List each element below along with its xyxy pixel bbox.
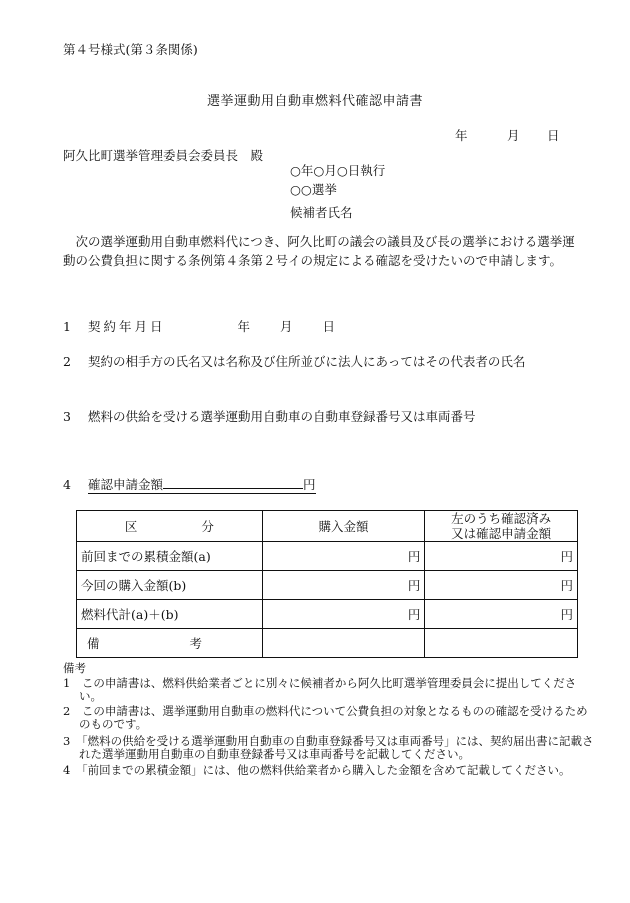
note-item: 4 「前回までの累積金額」には、他の燃料供給業者から購入した金額を含めて記載してください。 — [63, 763, 571, 777]
table-header-row — [77, 511, 578, 542]
date-day: 日 — [547, 128, 560, 143]
row-label: 前回までの累積金額(a) — [77, 542, 263, 571]
note-item: 3 「燃料の供給を受ける選挙運動用自動車の自動車登録番号又は車両番号」には、契約届出書に記載された選挙運動用自動車の自動車登録番号又は車両番号を記載してください。 — [63, 734, 594, 761]
header-category-b: 分 — [201, 519, 214, 534]
remarks-label-b: 考 — [189, 636, 203, 651]
election-name: ○○選挙 — [290, 182, 337, 197]
remarks-cell[interactable] — [425, 629, 578, 658]
header-confirmed-amount — [425, 511, 578, 542]
item-year: 年 — [237, 319, 251, 334]
item-day: 日 — [322, 319, 336, 334]
confirmed-amount-cell[interactable]: 円 — [425, 600, 578, 629]
header-confirmed-line2: 又は確認申請金額 — [451, 526, 552, 541]
table-row — [77, 600, 578, 629]
header-category — [77, 511, 263, 542]
note-item: 2 この申請書は、選挙運動用自動車の燃料代について公費負担の対象となるものの確認を受けるためのものです。 — [63, 704, 588, 731]
item-month: 月 — [280, 319, 293, 334]
item-label: 契約年月日 — [88, 319, 166, 334]
addressee: 阿久比町選挙管理委員会委員長 殿 — [63, 148, 264, 163]
document-title: 選挙運動用自動車燃料代確認申請書 — [206, 94, 423, 109]
item-label: 燃料の供給を受ける選挙運動用自動車の自動車登録番号又は車両番号 — [88, 409, 476, 424]
purchase-amount-cell[interactable]: 円 — [262, 542, 425, 571]
header-confirmed-line1: 左のうち確認済み — [451, 511, 552, 526]
row-label: 燃料代計(a)＋(b) — [77, 600, 263, 629]
row-label: 今回の購入金額(b) — [77, 571, 263, 600]
date-month: 月 — [507, 128, 520, 143]
notes-title: 備考 — [63, 661, 86, 675]
date-year: 年 — [455, 128, 468, 143]
item-label: 確認申請金額 — [88, 477, 164, 492]
item-vehicle-number — [63, 407, 476, 425]
amount-field[interactable] — [163, 488, 303, 489]
amount-table — [76, 510, 578, 658]
purchase-amount-cell[interactable]: 円 — [262, 571, 425, 600]
header-category-a: 区 — [124, 519, 138, 534]
item-contractor — [63, 352, 525, 370]
table-row-remarks — [77, 629, 578, 658]
remarks-label — [77, 629, 263, 658]
item-unit: 円 — [303, 477, 316, 492]
remarks-label-a: 備 — [87, 636, 100, 651]
confirmed-amount-cell[interactable]: 円 — [425, 571, 578, 600]
purchase-amount-cell[interactable]: 円 — [262, 600, 425, 629]
remarks-cell[interactable] — [262, 629, 425, 658]
item-number: 2 — [63, 354, 71, 369]
table-row — [77, 542, 578, 571]
item-contract-date — [63, 317, 335, 335]
note-item: 1 この申請書は、燃料供給業者ごとに別々に候補者から阿久比町選挙管理委員会に提出してください。 — [63, 676, 577, 703]
item-requested-amount — [63, 475, 316, 494]
date-line — [455, 126, 560, 144]
item-number: 3 — [63, 409, 71, 424]
item-number: 1 — [63, 319, 71, 334]
item-number: 4 — [63, 477, 71, 492]
form-number: 第４号様式(第３条関係) — [63, 42, 198, 57]
body-paragraph: 次の選挙運動用自動車燃料代につき、阿久比町の議会の議員及び長の選挙における選挙運動の公費負担に関する条例第４条第２号イの規定による確認を受けたいので申請します。 — [63, 234, 575, 268]
table-row — [77, 571, 578, 600]
header-purchase-amount: 購入金額 — [262, 511, 425, 542]
execution-date: ○年○月○日執行 — [290, 163, 386, 178]
confirmed-amount-cell[interactable]: 円 — [425, 542, 578, 571]
candidate-name-label: 候補者氏名 — [290, 205, 353, 220]
item-label: 契約の相手方の氏名又は名称及び住所並びに法人にあってはその代表者の氏名 — [88, 354, 526, 369]
